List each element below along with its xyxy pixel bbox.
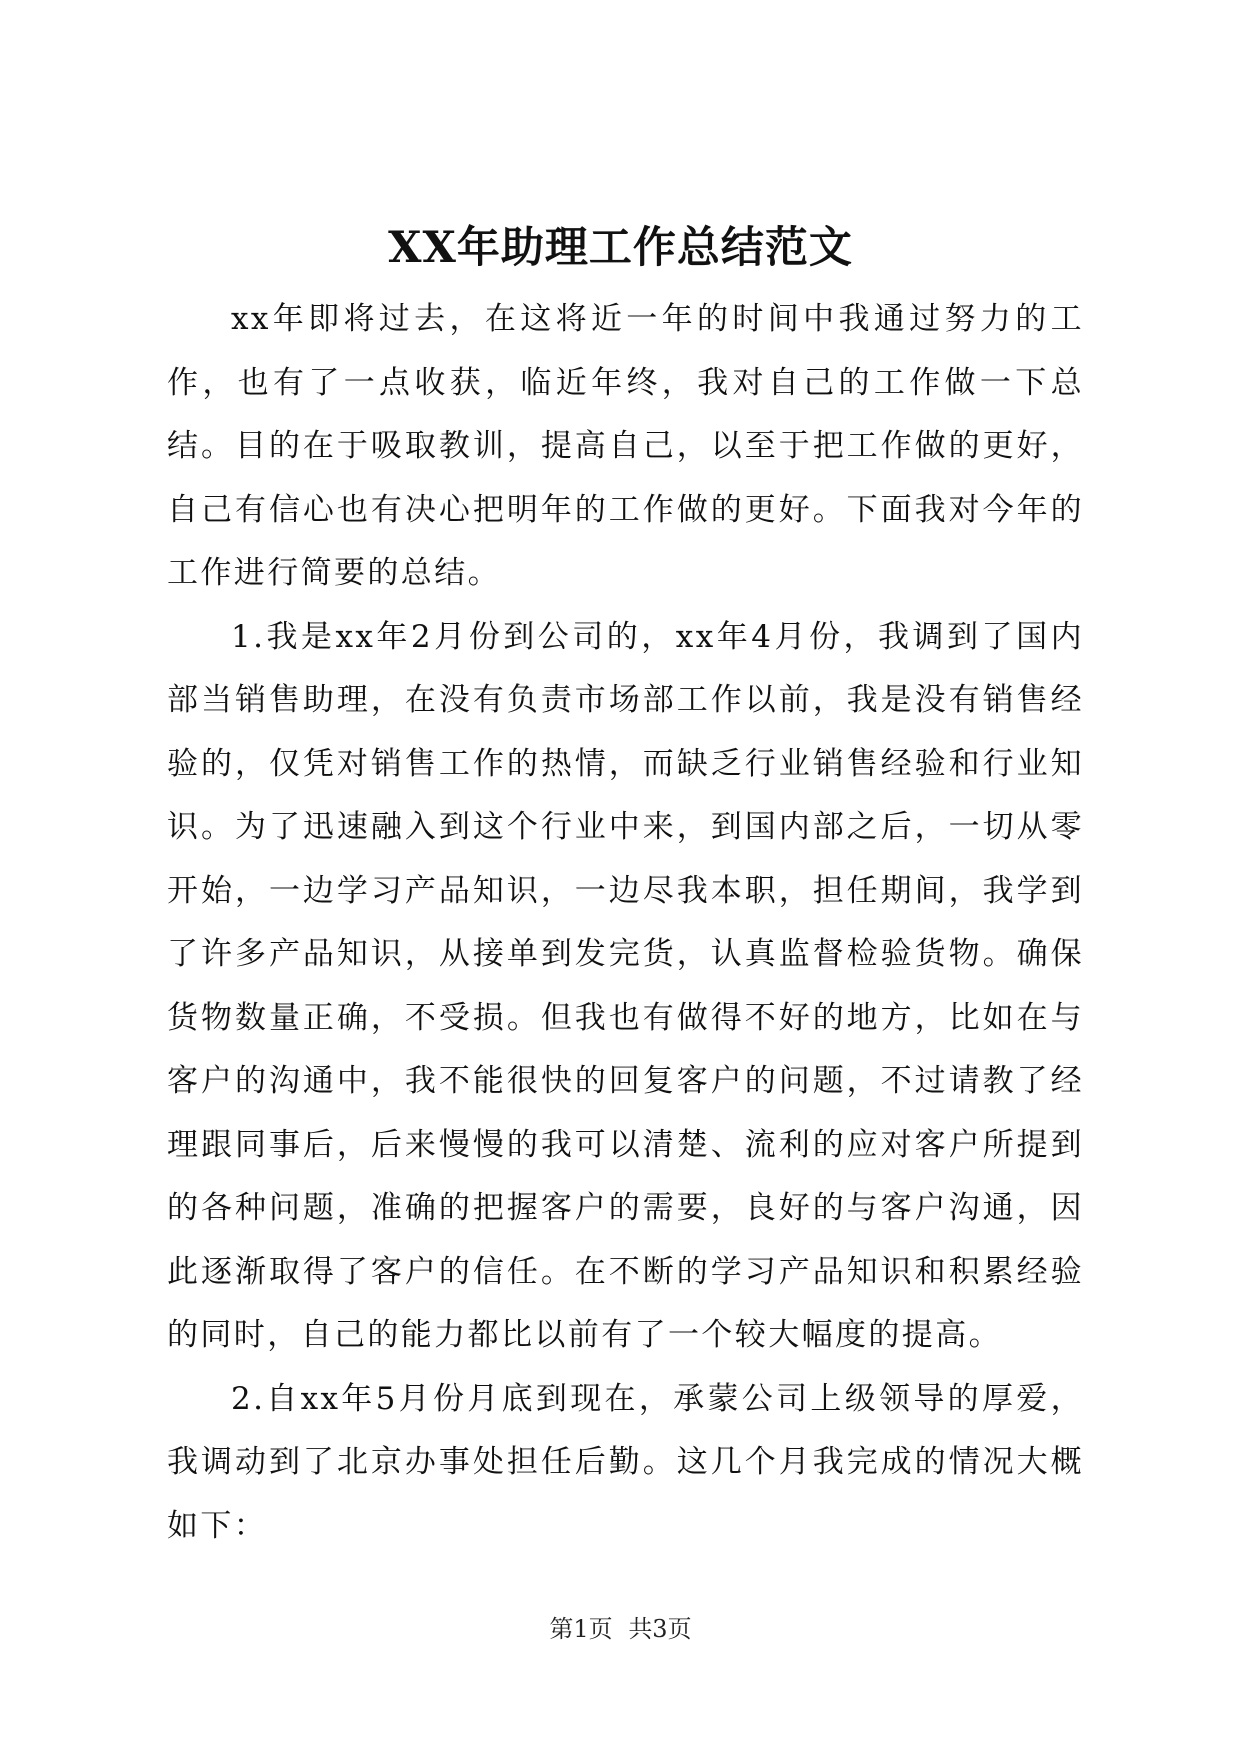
document-body <box>167 288 1084 1558</box>
document-title: XX年助理工作总结范文 <box>388 223 853 273</box>
paragraph-intro: xx年即将过去，在这将近一年的时间中我通过努力的工作，也有了一点收获，临近年终，我对自己的工作做一下总结。目的在于吸取教训，提高自己，以至于把工作做的更好，自己有信心也有决心把明年的工作做的更好。下面我对今年的工作进行简要的总结。 <box>167 301 1084 591</box>
page-number: 第1页 <box>549 1615 613 1643</box>
paragraph-item-1: 1.我是xx年2月份到公司的，xx年4月份，我调到了国内部当销售助理，在没有负责市场部工作以前，我是没有销售经验的，仅凭对销售工作的热情，而缺乏行业销售经验和行业知识。为了迅速融入到这个行业中来，到国内部之后，一切从零开始，一边学习产品知识，一边尽我本职，担任期间，我学到了许多产品知识，从接单到发完货，认真监督检验货物。确保货物数量正确，不受损。但我也有做得不好的地方，比如在与客户的沟通中，我不能很快的回复客户的问题，不过请教了经理跟同事后，后来慢慢的我可以清楚、流利的应对客户所提到的各种问题，准确的把握客户的需要，良好的与客户沟通，因此逐渐取得了客户的信任。在不断的学习产品知识和积累经验的同时，自己的能力都比以前有了一个较大幅度的提高。 <box>167 618 1084 1353</box>
page-total: 共3页 <box>628 1615 692 1643</box>
paragraph-item-2: 2.自xx年5月份月底到现在，承蒙公司上级领导的厚爱，我调动到了北京办事处担任后勤。这几个月我完成的情况大概如下： <box>167 1380 1084 1544</box>
page-footer <box>0 1612 1241 1646</box>
